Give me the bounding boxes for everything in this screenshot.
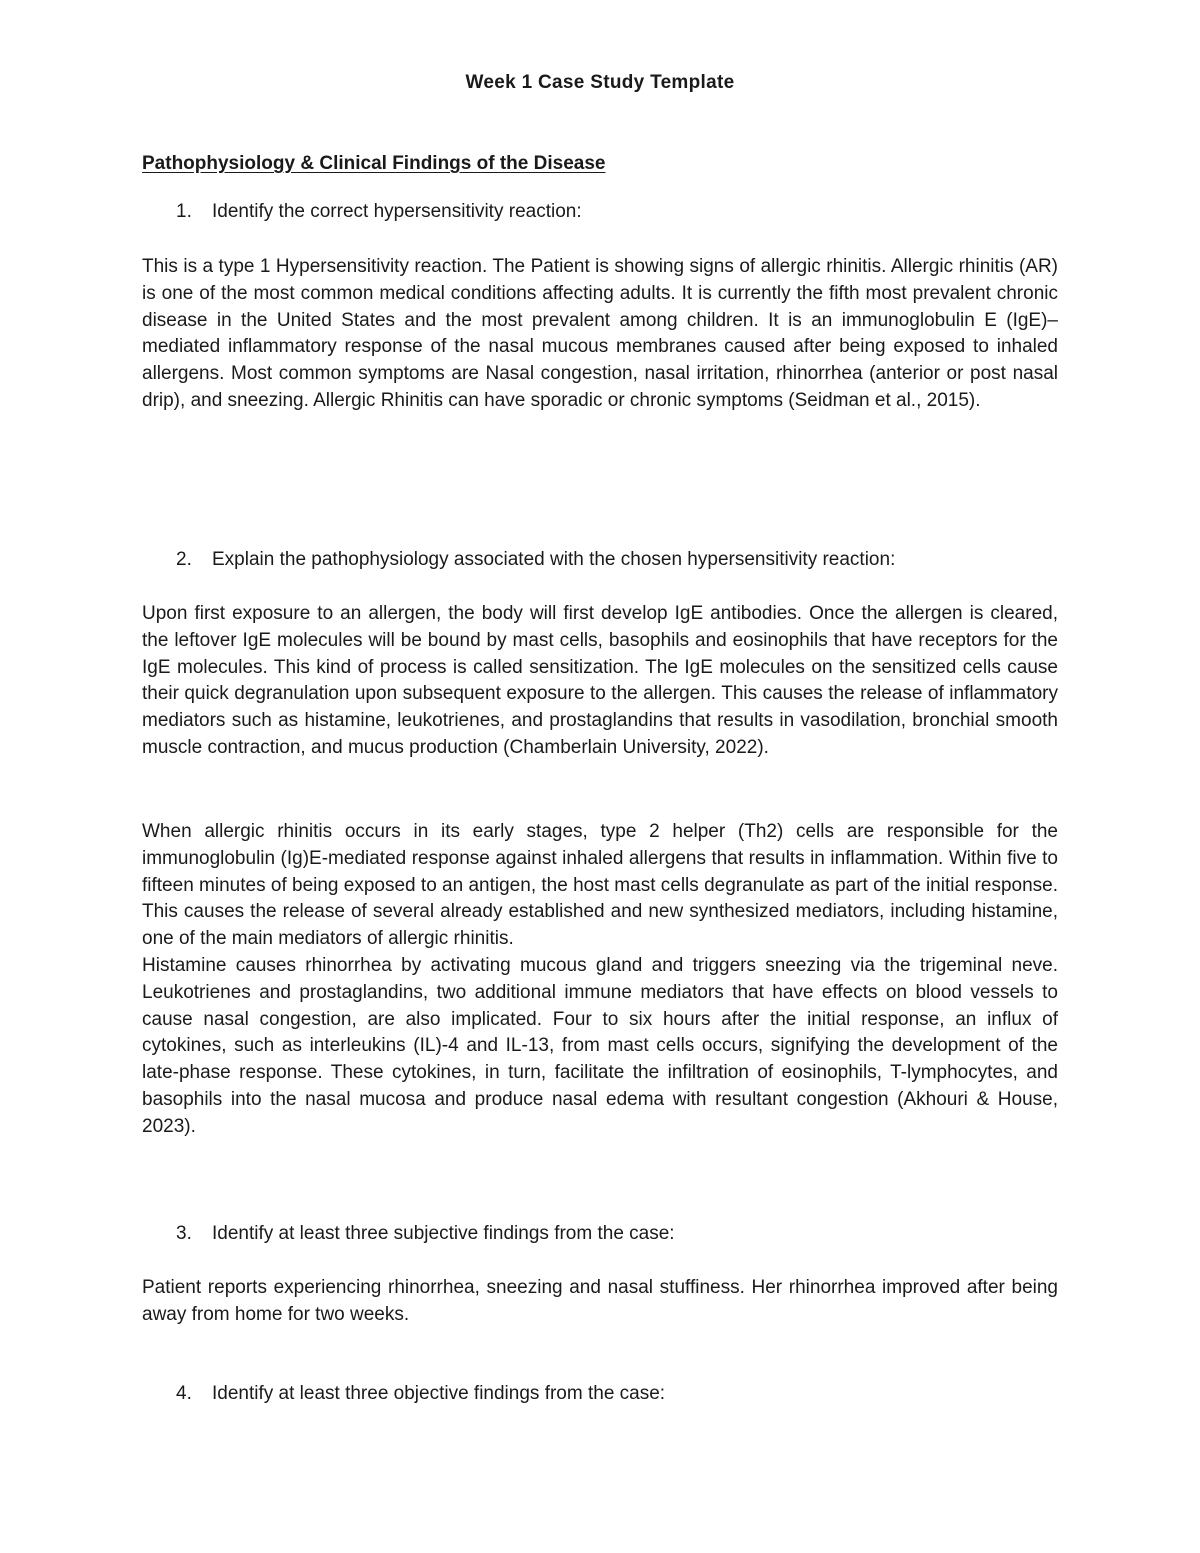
question-3 [176,1223,675,1245]
question-3-number: 3. [176,1223,192,1244]
question-1-number: 1. [176,201,192,222]
question-4 [176,1383,665,1405]
document-page [142,0,1058,1553]
question-2-answer-paragraph-2: When allergic rhinitis occurs in its early stages, type 2 helper (Th2) cells are responsible for the immunoglobulin (Ig)E-mediated response against inhaled allergens that results in inflammation. Within five to fifteen minutes of being exposed to an antigen, the host mast cells degranulate as part of the initial response. This causes the release of several already established and new synthesized mediators, including histamine, one of the main mediators of allergic rhinitis. [142,821,1058,950]
question-1-prompt: Identify the correct hypersensitivity reaction: [212,201,582,222]
question-4-number: 4. [176,1383,192,1404]
question-3-prompt: Identify at least three subjective findings from the case: [212,1223,675,1244]
question-2-answer-paragraph-1: Upon first exposure to an allergen, the body will first develop IgE antibodies. Once the allergen is cleared, the leftover IgE molecules will be bound by mast cells, basophils and eosinophils that have receptors for the IgE molecules. This kind of process is called sensitization. The IgE molecules on the sensitized cells cause their quick degranulation upon subsequent exposure to the allergen. This causes the release of inflammatory mediators such as histamine, leukotrienes, and prostaglandins that results in vasodilation, bronchial smooth muscle contraction, and mucus production (Chamberlain University, 2022). [142,603,1058,758]
question-4-prompt: Identify at least three objective findings from the case: [212,1383,666,1404]
question-2 [176,549,895,571]
question-2-prompt: Explain the pathophysiology associated with the chosen hypersensitivity reaction: [212,549,896,570]
section-heading: Pathophysiology & Clinical Findings of the Disease [142,153,606,174]
question-2-number: 2. [176,549,192,570]
document-title: Week 1 Case Study Template [465,72,735,93]
question-3-answer: Patient reports experiencing rhinorrhea, sneezing and nasal stuffiness. Her rhinorrhea improved after being away from home for two weeks. [142,1277,1058,1325]
question-1 [176,201,582,223]
question-1-answer: This is a type 1 Hypersensitivity reaction. The Patient is showing signs of allergic rhinitis. Allergic rhinitis (AR) is one of the most common medical conditions affecting adults. It is currently the fifth most prevalent chronic disease in the United States and the most prevalent among children. It is an immunoglobulin E (IgE)–mediated inflammatory response of the nasal mucous membranes caused after being exposed to inhaled allergens. Most common symptoms are Nasal congestion, nasal irritation, rhinorrhea (anterior or post nasal drip), and sneezing. Allergic Rhinitis can have sporadic or chronic symptoms (Seidman et al., 2015). [142,256,1058,411]
question-2-answer-paragraph-3: Histamine causes rhinorrhea by activating mucous gland and triggers sneezing via the trigeminal neve. Leukotrienes and prostaglandins, two additional immune mediators that have effects on blood vessels to cause nasal congestion, are also implicated. Four to six hours after the initial response, an influx of cytokines, such as interleukins (IL)-4 and IL-13, from mast cells occurs, signifying the development of the late-phase response. These cytokines, in turn, facilitate the infiltration of eosinophils, T-lymphocytes, and basophils into the nasal mucosa and produce nasal edema with resultant congestion (Akhouri & House, 2023). [142,955,1058,1137]
